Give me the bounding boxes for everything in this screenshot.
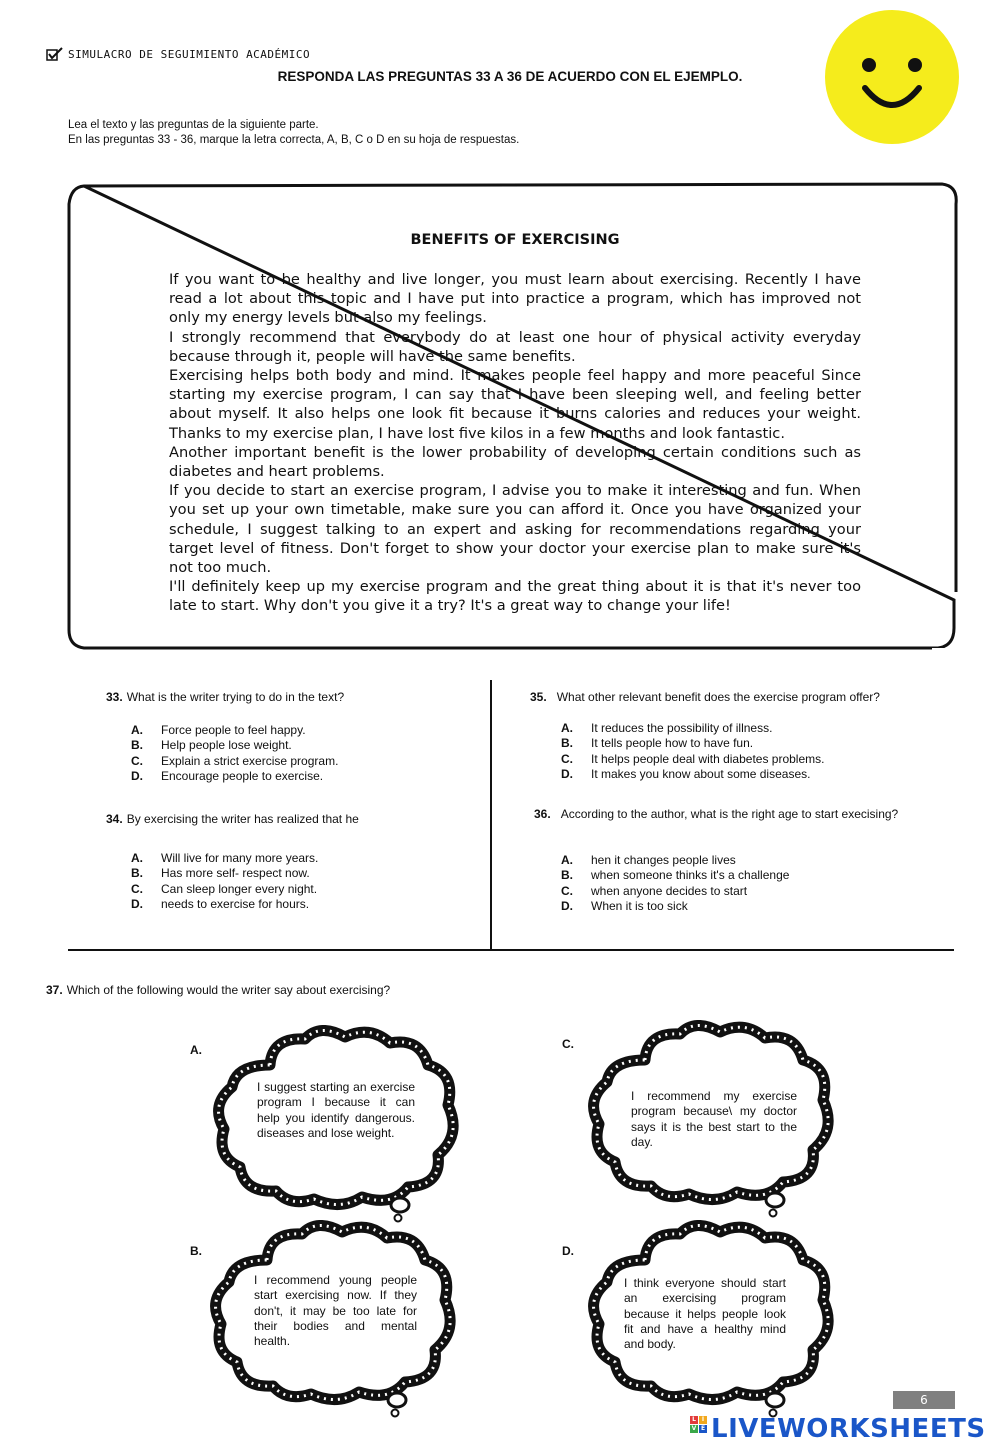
option-d[interactable]: D. Encourage people to exercise. xyxy=(131,769,324,784)
question-37 xyxy=(46,983,390,997)
cloud-letter-b: B. xyxy=(190,1244,202,1258)
instruction-line: Lea el texto y las preguntas de la siguiente parte. xyxy=(68,119,319,131)
smiley-icon xyxy=(825,10,959,144)
option-c[interactable]: C. when anyone decides to start xyxy=(561,883,748,898)
page-number: 6 xyxy=(893,1391,955,1409)
passage-paragraph: If you decide to start an exercise program, I advise you to make it interesting and fun. When you set up your own timetable, make sure you can afford it. Once you have organized your schedule, I suggest talking to an expert and asking for recommendations regarding your target level of fitness. Don't forget to show your doctor your exercise plan to make sure it's not too much. xyxy=(169,482,861,577)
passage-paragraph: Exercising helps both body and mind. It makes people feel happy and more peaceful Since starting my exercise program, I can say that I have been sleeping well, and feeling better about myself. It also helps one look fit because it burns calories and reduces your weight. Thanks to my exercise plan, I have lost five kilos in a few months and look fantastic. xyxy=(169,367,861,442)
options-33 xyxy=(131,723,338,785)
option-d[interactable]: D. needs to exercise for hours. xyxy=(131,897,310,912)
option-c[interactable]: C. Explain a strict exercise program. xyxy=(131,753,339,768)
question-text: According to the author, what is the right age to start execising? xyxy=(560,807,899,821)
cloud-text-d: I think everyone should start an exercising program because it helps people look fit and have a healthy mind and body. xyxy=(624,1276,786,1352)
cloud-text-c: I recommend my exercise program because\ my doctor says it is the best start to the day. xyxy=(631,1089,797,1149)
passage-paragraph: If you want to be healthy and live longer, you must learn about exercising. Recently I have read a lot about this topic and I have put into practice a program, which has improved not only my energy levels but also my feelings. xyxy=(169,271,861,327)
option-b[interactable]: B. when someone thinks it's a challenge xyxy=(561,868,790,883)
question-36 xyxy=(534,807,898,821)
cloud-text-b: I recommend young people start exercising now. If they don't, it may be too late for their bodies and mental health. xyxy=(254,1273,417,1349)
logo-mark-icon: L I V E xyxy=(691,1416,706,1432)
cloud-letter-d: D. xyxy=(562,1244,574,1258)
brand-text: SIMULACRO DE SEGUIMIENTO ACADÉMICO xyxy=(68,47,311,61)
options-34 xyxy=(131,851,318,913)
question-text: By exercising the writer has realized that he xyxy=(126,812,359,826)
brand-label xyxy=(46,47,310,61)
passage-body xyxy=(169,270,861,616)
question-35 xyxy=(530,690,880,704)
option-a[interactable]: A. hen it changes people lives xyxy=(561,853,736,867)
cloud-letter-c: C. xyxy=(562,1037,574,1051)
question-34 xyxy=(106,812,359,826)
question-number: 35. xyxy=(530,690,547,704)
question-text: What other relevant benefit does the exercise program offer? xyxy=(556,690,880,704)
option-b[interactable]: B. Help people lose weight. xyxy=(131,738,292,753)
column-divider xyxy=(490,680,492,950)
options-36 xyxy=(561,853,789,915)
option-a[interactable]: A. Will live for many more years. xyxy=(131,851,319,865)
checkbox-icon xyxy=(46,47,64,61)
option-a[interactable]: A. It reduces the possibility of illness. xyxy=(561,721,773,735)
option-d[interactable]: D. When it is too sick xyxy=(561,899,688,914)
passage-title: BENEFITS OF EXERCISING xyxy=(410,232,620,248)
instruction-line: En las preguntas 33 - 36, marque la letra correcta, A, B, C o D en su hoja de respuestas. xyxy=(68,134,520,146)
option-c[interactable]: C. It helps people deal with diabetes problems. xyxy=(561,751,825,766)
liveworksheets-logo xyxy=(690,1414,986,1444)
options-35 xyxy=(561,721,824,783)
question-number: 37. xyxy=(46,983,63,997)
cloud-letter-a: A. xyxy=(190,1043,202,1057)
question-number: 33. xyxy=(106,690,123,704)
option-b[interactable]: B. It tells people how to have fun. xyxy=(561,736,754,751)
logo-text: LIVEWORKSHEETS xyxy=(711,1414,986,1444)
passage-paragraph: I strongly recommend that everybody do at least one hour of physical activity everyday because through it, people will have the same benefits. xyxy=(169,328,861,365)
option-a[interactable]: A. Force people to feel happy. xyxy=(131,723,306,737)
cloud-text-a: I suggest starting an exercise program I because it can help you identify dangerous. diseases and lose weight. xyxy=(257,1080,415,1140)
instructions xyxy=(68,118,519,148)
question-33 xyxy=(106,690,344,704)
passage-paragraph: Another important benefit is the lower probability of developing certain conditions such as diabetes and heart problems. xyxy=(169,443,861,481)
question-number: 34. xyxy=(106,812,123,826)
passage-paragraph: I'll definitely keep up my exercise program and the great thing about it is that it's never too late to start. Why don't you give it a try? It's a great way to change your life! xyxy=(169,578,861,615)
option-d[interactable]: D. It makes you know about some diseases. xyxy=(561,767,811,782)
option-c[interactable]: C. Can sleep longer every night. xyxy=(131,881,318,896)
question-text: What is the writer trying to do in the text? xyxy=(126,690,345,704)
question-number: 36. xyxy=(534,807,551,821)
question-text: Which of the following would the writer say about exercising? xyxy=(66,983,391,997)
option-b[interactable]: B. Has more self- respect now. xyxy=(131,866,310,881)
section-divider xyxy=(68,949,954,951)
main-heading: RESPONDA LAS PREGUNTAS 33 A 36 DE ACUERDO CON EL EJEMPLO. xyxy=(277,69,743,84)
